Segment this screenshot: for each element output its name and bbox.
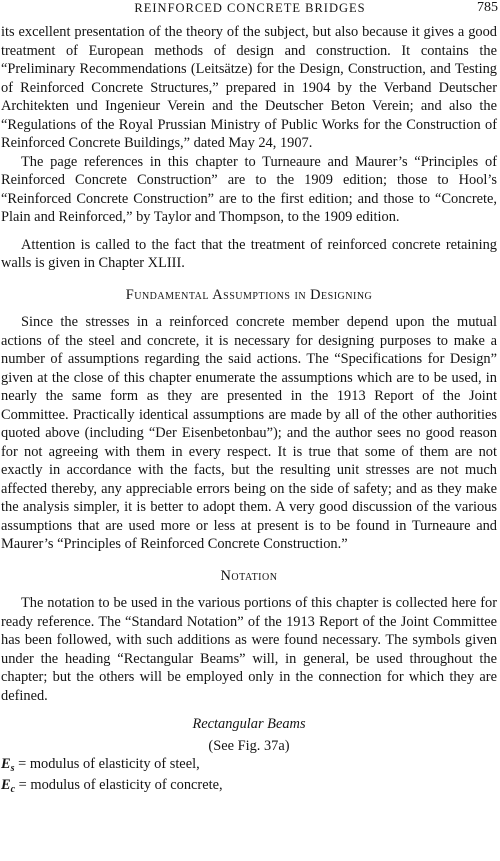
paragraph-notation: The notation to be used in the various portions of this chapter is collected here for ready reference. The “Standard Notation” of the 1913 Report of the Joint Committee has been followed, with such additions as were found necessary. The symbols given under the heading “Rectangular Beams” will, in general, be used throughout the chapter; but the others will be employed only in the connection for which they are defined.: [1, 595, 497, 704]
paragraph-intro-continuation: its excellent presentation of the theory of the subject, but also because it gives a good treatment of European methods of design and construction. It contains the “Preliminary Recommendations (Leitsätze) for the Design, Construction, and Testing of Reinforced Concrete Structures,” prepared in 1904 by the Verband Deutscher Architekten und Ingenieur Verein and the Deutscher Beton Verein; and also the “Regulations of the Royal Prussian Ministry of Public Works for the Construction of Reinforced Concrete Buildings,” dated May 24, 1907.: [1, 24, 497, 151]
body-text: [1, 23, 497, 796]
figure-reference: (See Fig. 37a): [208, 737, 290, 754]
paragraph-page-references: The page references in this chapter to Turneaure and Maurer’s “Principles of Reinforced Concrete Construction” are to the 1909 edition; those to Hool’s “Reinforced Concrete Construction” are to the first edition; and those to “Concrete, Plain and Reinforced,” by Taylor and Thompson, to the 1909 edition.: [1, 153, 497, 225]
paragraph-assumptions: Since the stresses in a reinforced concrete member depend upon the mutual actions of the steel and concrete, it is necessary for designing purposes to make a number of assumptions regarding the said actions. The “Specifications for Design” given at the close of this chapter enumerate the assumptions which are to be used, in nearly the same form as they are presented in the 1913 Report of the Joint Committee. Practically identical assumptions are made by all of the other authorities quoted above (including “Der Eisenbetonbau”); and the author sees no good reason for not agreeing with them in every respect. It is true that some of them are not exactly in accordance with the facts, but the resulting unit stresses are not much affected thereby, any appreciable errors being on the side of safety; and as they make the analysis simpler, it is better to adopt them. A very good discussion of the various assumptions that are used more or less at present is to be found in Turneaure and Maurer’s “Principles of Reinforced Concrete Construction.”: [1, 314, 497, 552]
page-header: [0, 0, 500, 18]
subheading-rectangular-beams: Rectangular Beams: [192, 716, 306, 732]
definition-text: = modulus of elasticity of steel,: [14, 756, 200, 772]
definition-text: = modulus of elasticity of concrete,: [15, 776, 223, 793]
definition-subscript: s: [10, 763, 15, 774]
definition-modulus-concrete: [1, 776, 497, 797]
section-heading-notation: Notation: [220, 567, 278, 584]
paragraph-retaining-walls: Attention is called to the fact that the treatment of reinforced concrete retaining walls is given in Chapter XLIII.: [1, 236, 497, 271]
definition-symbol: E: [1, 776, 11, 793]
section-heading-fundamental-assumptions: Fundamental Assumptions in Designing: [125, 286, 373, 303]
definition-modulus-steel: [1, 755, 497, 776]
definition-symbol: E: [1, 756, 11, 772]
page-number: 785: [477, 0, 498, 15]
running-head: REINFORCED CONCRETE BRIDGES: [134, 1, 366, 15]
definition-subscript: c: [10, 783, 16, 795]
